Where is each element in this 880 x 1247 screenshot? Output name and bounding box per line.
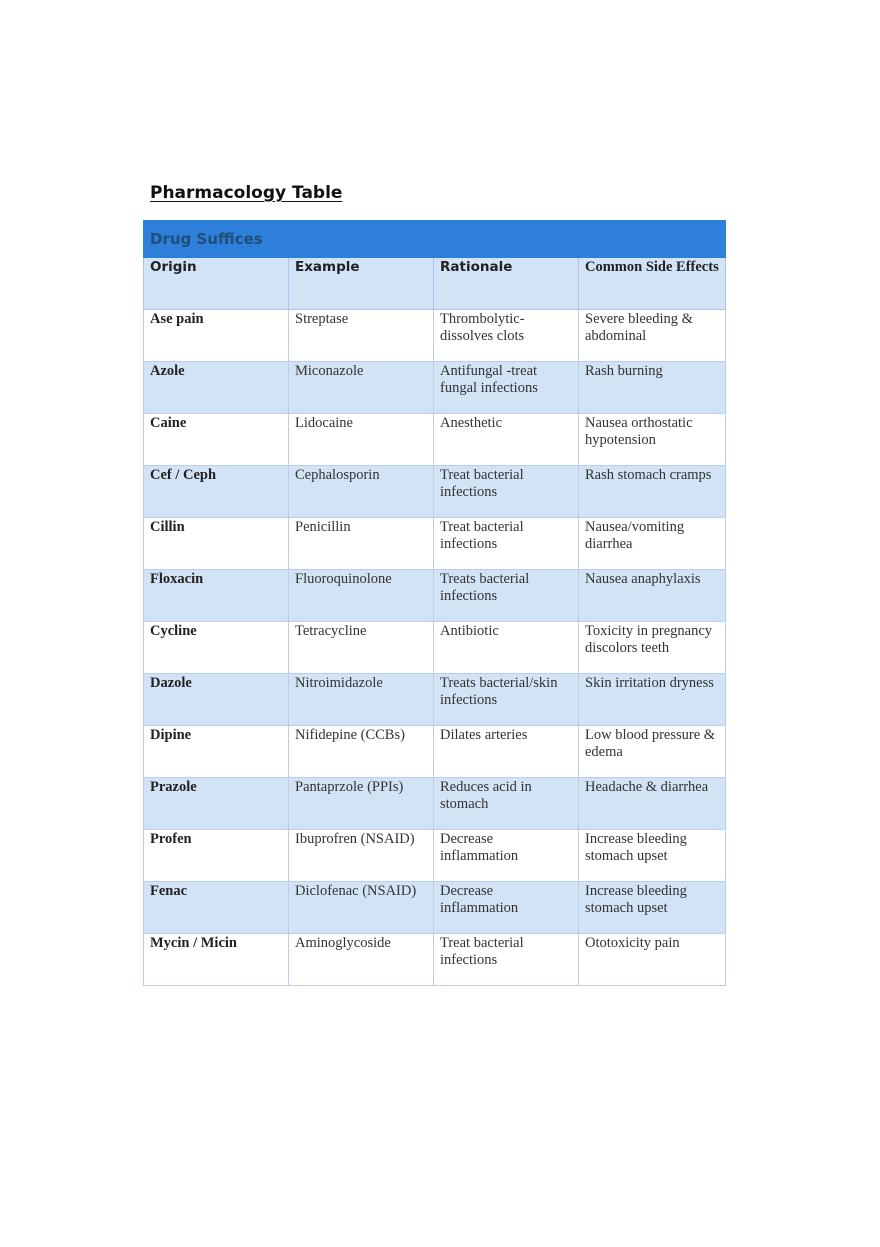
- cell-example: Diclofenac (NSAID): [289, 882, 434, 934]
- cell-rationale: Decrease inflammation: [434, 882, 579, 934]
- cell-example: Pantaprzole (PPIs): [289, 778, 434, 830]
- cell-rationale: Treats bacterial/skin infections: [434, 674, 579, 726]
- header-origin: Origin: [144, 258, 289, 310]
- cell-side-effects: Nausea anaphylaxis: [579, 570, 726, 622]
- cell-origin: Mycin / Micin: [144, 934, 289, 986]
- cell-example: Nifidepine (CCBs): [289, 726, 434, 778]
- cell-side-effects: Headache & diarrhea: [579, 778, 726, 830]
- cell-rationale: Anesthetic: [434, 414, 579, 466]
- cell-example: Fluoroquinolone: [289, 570, 434, 622]
- table-row: [144, 622, 726, 674]
- table-row: [144, 310, 726, 362]
- page-title: Pharmacology Table: [150, 183, 343, 203]
- cell-side-effects: Increase bleeding stomach upset: [579, 882, 726, 934]
- cell-origin: Ase pain: [144, 310, 289, 362]
- cell-example: Lidocaine: [289, 414, 434, 466]
- table-row: [144, 466, 726, 518]
- cell-rationale: Treat bacterial infections: [434, 466, 579, 518]
- table-row: [144, 570, 726, 622]
- cell-side-effects: Ototoxicity pain: [579, 934, 726, 986]
- cell-example: Aminoglycoside: [289, 934, 434, 986]
- table-body: [144, 310, 726, 986]
- cell-rationale: Thrombolytic- dissolves clots: [434, 310, 579, 362]
- cell-origin: Prazole: [144, 778, 289, 830]
- cell-example: Nitroimidazole: [289, 674, 434, 726]
- cell-rationale: Antibiotic: [434, 622, 579, 674]
- cell-example: Penicillin: [289, 518, 434, 570]
- cell-rationale: Treat bacterial infections: [434, 518, 579, 570]
- table-row: [144, 674, 726, 726]
- cell-origin: Dazole: [144, 674, 289, 726]
- cell-rationale: Decrease inflammation: [434, 830, 579, 882]
- cell-side-effects: Toxicity in pregnancy discolors teeth: [579, 622, 726, 674]
- header-rationale: Rationale: [434, 258, 579, 310]
- cell-rationale: Reduces acid in stomach: [434, 778, 579, 830]
- cell-side-effects: Low blood pressure & edema: [579, 726, 726, 778]
- cell-example: Tetracycline: [289, 622, 434, 674]
- cell-origin: Cycline: [144, 622, 289, 674]
- table-row: [144, 726, 726, 778]
- cell-side-effects: Increase bleeding stomach upset: [579, 830, 726, 882]
- table-row: [144, 518, 726, 570]
- cell-origin: Floxacin: [144, 570, 289, 622]
- table-row: [144, 414, 726, 466]
- table-caption-row: [144, 221, 726, 258]
- cell-side-effects: Nausea orthostatic hypotension: [579, 414, 726, 466]
- cell-rationale: Treats bacterial infections: [434, 570, 579, 622]
- cell-side-effects: Rash burning: [579, 362, 726, 414]
- cell-origin: Dipine: [144, 726, 289, 778]
- table-row: [144, 362, 726, 414]
- cell-example: Ibuprofren (NSAID): [289, 830, 434, 882]
- cell-origin: Cef / Ceph: [144, 466, 289, 518]
- cell-rationale: Treat bacterial infections: [434, 934, 579, 986]
- cell-example: Cephalosporin: [289, 466, 434, 518]
- cell-origin: Fenac: [144, 882, 289, 934]
- table-row: [144, 778, 726, 830]
- cell-side-effects: Severe bleeding & abdominal: [579, 310, 726, 362]
- cell-side-effects: Rash stomach cramps: [579, 466, 726, 518]
- cell-origin: Azole: [144, 362, 289, 414]
- table-row: [144, 830, 726, 882]
- cell-rationale: Antifungal -treat fungal infections: [434, 362, 579, 414]
- cell-example: Streptase: [289, 310, 434, 362]
- header-example: Example: [289, 258, 434, 310]
- cell-example: Miconazole: [289, 362, 434, 414]
- cell-origin: Profen: [144, 830, 289, 882]
- cell-origin: Caine: [144, 414, 289, 466]
- table-row: [144, 882, 726, 934]
- header-side-effects: Common Side Effects: [579, 258, 726, 310]
- pharmacology-table: [143, 220, 726, 986]
- table-header-row: [144, 258, 726, 310]
- cell-origin: Cillin: [144, 518, 289, 570]
- pharmacology-table-container: [143, 220, 725, 986]
- cell-rationale: Dilates arteries: [434, 726, 579, 778]
- cell-side-effects: Nausea/vomiting diarrhea: [579, 518, 726, 570]
- table-caption: Drug Suffices: [144, 221, 726, 258]
- cell-side-effects: Skin irritation dryness: [579, 674, 726, 726]
- table-row: [144, 934, 726, 986]
